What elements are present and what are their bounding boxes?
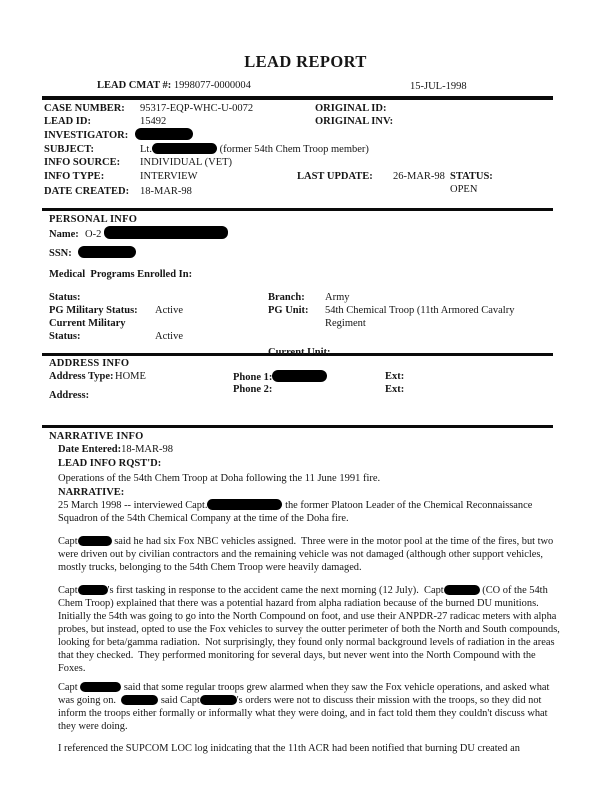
subject-value: Lt. (former 54th Chem Troop member) — [140, 143, 369, 155]
date-created-value: 18-MAR-98 — [140, 185, 192, 197]
status-label: STATUS: — [450, 170, 493, 182]
ssn-value — [78, 248, 136, 259]
redaction-bar — [135, 128, 193, 140]
redaction-bar — [200, 695, 237, 705]
name-label: Name: — [49, 229, 79, 241]
case-info-block — [44, 102, 553, 199]
address-info-title: ADDRESS INFO — [49, 358, 130, 370]
narrative-info-section — [44, 430, 571, 755]
phone2-label: Phone 2: — [233, 384, 273, 396]
name-row — [49, 226, 571, 242]
lead-info-rqstd-label: LEAD INFO RQST'D: — [58, 457, 162, 469]
narrative-paragraph: Capt said he had six Fox NBC vehicles assigned. Three were in the motor pool at the time of the fires, but two were driven out by civilian contractors and the remaining vehicle was not damaged (although other support vehicles, mostly trucks, belonging to the 54th Chem Troop were heavily damaged. — [58, 536, 556, 574]
lead-id-row — [44, 115, 553, 128]
ext2-label: Ext: — [385, 384, 405, 396]
pg-unit-value-line2: Regiment — [325, 318, 366, 330]
current-unit-label: Current Unit: — [268, 347, 331, 359]
original-id-label: ORIGINAL ID: — [315, 102, 387, 114]
redaction-bar — [272, 370, 327, 382]
redaction-bar — [78, 536, 112, 546]
current-military-status-value: Active — [155, 331, 183, 343]
lead-id-value: 15492 — [140, 115, 167, 127]
info-type-value: INTERVIEW — [140, 170, 198, 182]
address-type-value: HOME — [115, 371, 146, 383]
info-source-row — [44, 156, 553, 169]
redaction-bar — [78, 585, 108, 595]
pg-military-status-value: Active — [155, 305, 183, 317]
case-number-value: 95317-EQP-WHC-U-0072 — [140, 102, 254, 114]
last-update-value: 26-MAR-98 — [393, 170, 445, 182]
redaction-bar — [80, 682, 121, 692]
status-value: OPEN — [450, 170, 549, 195]
pg-unit-value-line1: 54th Chemical Troop (11th Armored Cavalry — [325, 305, 515, 317]
narrative-paragraph: Capt 's first tasking in response to the accident came the next morning (12 July). Capt (CO of the 54th Chem Troop) explained that there was a potential hazard from alpha radiation because of the burned DU munitions. Initially the 54th was going to go into the North Compound on foot, and use their ANPDR-27 radicac meters with alpha probes, but instead, opted to use the Fox vehicles to survey the outter perimeter of both the North and South compounds, looking for beta/gamma radiation. Not surprisingly, they found only normal background levels of radiation in the areas that they checked. They performed monitoring for several days, but never went into the North Compound with the Foxes. — [58, 585, 563, 675]
narrative-paragraph: I referenced the SUPCOM LOC log inidcating that the 11th ACR had been notified that burning DU created an — [58, 743, 520, 755]
last-update-label: LAST UPDATE: — [297, 170, 373, 182]
ssn-row — [49, 246, 571, 260]
date-created-row — [44, 185, 553, 198]
lead-info-text: Operations of the 54th Chem Troop at Doha following the 11 June 1991 fire. — [58, 473, 381, 485]
medical-programs-row — [49, 268, 571, 281]
address-info-section — [44, 357, 571, 402]
narrative-label: NARRATIVE: — [58, 486, 125, 498]
branch-value: Army — [325, 292, 350, 304]
report-date: 15-JUL-1998 — [410, 81, 467, 92]
report-header-row — [44, 79, 553, 92]
last-update-field — [297, 170, 445, 183]
redaction-bar — [444, 585, 480, 595]
redaction-bar — [78, 246, 136, 258]
subject-row — [44, 143, 553, 156]
investigator-row — [44, 128, 553, 142]
info-source-value: INDIVIDUAL (VET) — [140, 157, 233, 169]
section-divider — [42, 96, 553, 100]
narrative-label-row — [58, 486, 571, 500]
redaction-bar — [104, 226, 228, 239]
pg-military-status-label: PG Military Status: — [49, 305, 138, 317]
redaction-bar — [152, 143, 217, 154]
medical-programs-label: Medical Programs Enrolled In: — [49, 269, 193, 281]
narrative-paragraph: Capt said that some regular troops grew alarmed when they saw the Fox vehicle operations, and asked what was going on. said Capt 's orders were not to discuss their mission with the troops, so they did not inform the troops either formally or informally what they were doing, and in fact told them they couldn't discuss what they were doing. — [58, 682, 553, 733]
page-title: LEAD REPORT — [244, 52, 367, 71]
current-military-status-label: Current Military Status: — [49, 318, 129, 343]
address-type-row — [49, 370, 571, 383]
lead-cmat-value: 1998077-0000004 — [173, 80, 251, 91]
lead-id-label: LEAD ID: — [44, 115, 91, 127]
personal-info-title: PERSONAL INFO — [49, 214, 138, 226]
lead-info-rqstd-row — [58, 457, 571, 471]
personal-info-section — [44, 213, 571, 359]
original-inv-label: ORIGINAL INV: — [315, 115, 394, 127]
phone1-field — [233, 370, 327, 384]
narrative-info-title: NARRATIVE INFO — [49, 431, 144, 443]
status-branch-row — [49, 291, 571, 304]
investigator-value — [135, 130, 193, 141]
date-entered-row — [58, 443, 571, 457]
phone1-value — [272, 372, 327, 383]
ext1-label: Ext: — [385, 371, 405, 383]
address-type-label: Address Type: — [49, 371, 114, 383]
redaction-bar — [121, 695, 158, 705]
pg-military-status-row — [49, 304, 571, 317]
lead-cmat-label: LEAD CMAT #: — [97, 80, 172, 91]
address-label: Address: — [49, 390, 90, 402]
current-military-status-row — [49, 317, 571, 343]
date-created-label: DATE CREATED: — [44, 185, 130, 197]
case-number-label: CASE NUMBER: — [44, 102, 125, 114]
redaction-bar — [207, 499, 282, 510]
subject-label: SUBJECT: — [44, 143, 94, 155]
info-type-label: INFO TYPE: — [44, 170, 105, 182]
narrative-fields — [58, 443, 571, 499]
narrative-paragraph: 25 March 1998 -- interviewed Capt. the former Platoon Leader of the Chemical Reconnaissance Squadron of the 54th Chemical Company at the time of the Doha fire. — [58, 500, 535, 525]
name-value: O-2 — [85, 229, 228, 240]
ssn-label: SSN: — [49, 248, 72, 260]
address-row — [49, 389, 571, 402]
pg-unit-label: PG Unit: — [268, 305, 309, 317]
phone1-label: Phone 1: — [233, 372, 273, 384]
case-number-row — [44, 102, 553, 115]
branch-label: Branch: — [268, 292, 305, 304]
section-divider — [42, 208, 553, 211]
section-divider — [42, 425, 553, 428]
date-entered-value: 18-MAR-98 — [121, 444, 174, 456]
info-source-label: INFO SOURCE: — [44, 157, 121, 169]
status-label: Status: — [49, 292, 81, 304]
investigator-label: INVESTIGATOR: — [44, 130, 129, 142]
date-entered-label: Date Entered: — [58, 444, 122, 456]
